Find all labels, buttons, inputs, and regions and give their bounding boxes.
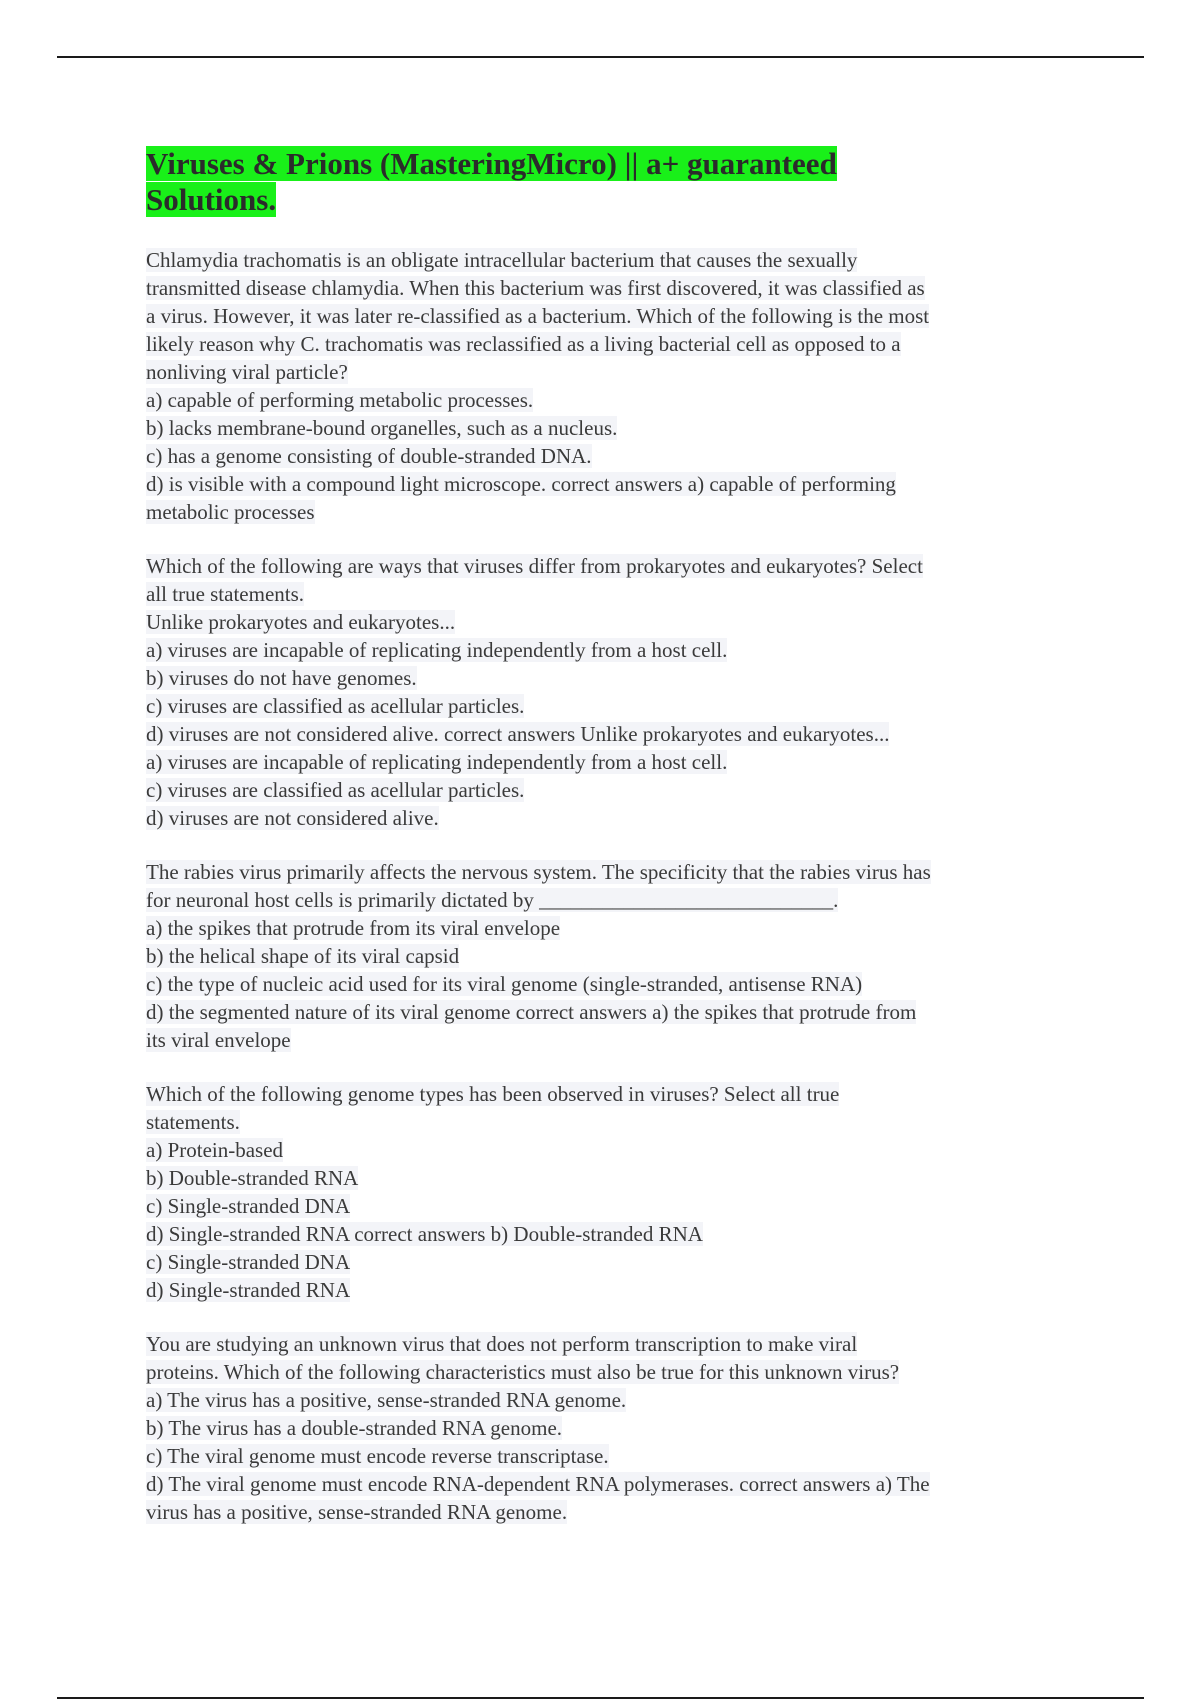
question-text: d) Single-stranded RNA xyxy=(146,1278,351,1302)
question-text: a) viruses are incapable of replicating independently from a host cell. xyxy=(146,638,728,662)
question-block-3 xyxy=(146,858,1066,1054)
question-text: a) capable of performing metabolic processes. xyxy=(146,388,534,412)
question-text-line xyxy=(146,664,1066,692)
question-text-line xyxy=(146,1276,1066,1304)
question-text: c) The viral genome must encode reverse transcriptase. xyxy=(146,1444,609,1468)
question-text-line xyxy=(146,498,1066,526)
question-block-5 xyxy=(146,1330,1066,1526)
question-text-line xyxy=(146,246,1066,274)
question-text: c) viruses are classified as acellular particles. xyxy=(146,778,525,802)
question-text: Chlamydia trachomatis is an obligate intracellular bacterium that causes the sexually xyxy=(146,248,858,272)
question-text: virus has a positive, sense-stranded RNA genome. xyxy=(146,1500,568,1524)
question-text-line xyxy=(146,552,1066,580)
question-text: You are studying an unknown virus that does not perform transcription to make viral xyxy=(146,1332,858,1356)
question-text: c) has a genome consisting of double-stranded DNA. xyxy=(146,444,592,468)
question-text: d) The viral genome must encode RNA-dependent RNA polymerases. correct answers a) The xyxy=(146,1472,930,1496)
question-text-line xyxy=(146,1498,1066,1526)
question-text-line xyxy=(146,1108,1066,1136)
question-text-line xyxy=(146,1164,1066,1192)
question-text-line xyxy=(146,1386,1066,1414)
question-text-line xyxy=(146,804,1066,832)
question-text: all true statements. xyxy=(146,582,305,606)
question-text-line xyxy=(146,1470,1066,1498)
question-text: its viral envelope xyxy=(146,1028,291,1052)
question-text: for neuronal host cells is primarily dictated by ____________________________. xyxy=(146,888,839,912)
question-text-line xyxy=(146,692,1066,720)
bottom-rule xyxy=(57,1697,1144,1699)
question-text-line xyxy=(146,1358,1066,1386)
question-text: The rabies virus primarily affects the nervous system. The specificity that the rabies virus has xyxy=(146,860,931,884)
document-body xyxy=(146,146,1066,1552)
question-text: Which of the following are ways that viruses differ from prokaryotes and eukaryotes? Select xyxy=(146,554,923,578)
question-text-line xyxy=(146,636,1066,664)
question-text: transmitted disease chlamydia. When this bacterium was first discovered, it was classified as xyxy=(146,276,925,300)
question-text: Which of the following genome types has been observed in viruses? Select all true xyxy=(146,1082,840,1106)
question-text-line xyxy=(146,608,1066,636)
question-text: a) the spikes that protrude from its viral envelope xyxy=(146,916,561,940)
question-text-line xyxy=(146,1136,1066,1164)
question-text: b) The virus has a double-stranded RNA genome. xyxy=(146,1416,563,1440)
question-text: proteins. Which of the following characteristics must also be true for this unknown virus? xyxy=(146,1360,900,1384)
question-text-line xyxy=(146,386,1066,414)
question-text: b) the helical shape of its viral capsid xyxy=(146,944,460,968)
question-text-line xyxy=(146,720,1066,748)
question-text-line xyxy=(146,998,1066,1026)
top-rule xyxy=(57,56,1144,58)
question-text-line xyxy=(146,942,1066,970)
question-text: Unlike prokaryotes and eukaryotes... xyxy=(146,610,456,634)
question-text-line xyxy=(146,886,1066,914)
question-text: a virus. However, it was later re-classified as a bacterium. Which of the following is the most xyxy=(146,304,930,328)
question-text: c) Single-stranded DNA xyxy=(146,1194,351,1218)
question-text-line xyxy=(146,302,1066,330)
question-text-line xyxy=(146,914,1066,942)
question-text-line xyxy=(146,442,1066,470)
question-text: b) Double-stranded RNA xyxy=(146,1166,359,1190)
question-text-line xyxy=(146,1080,1066,1108)
question-text-line xyxy=(146,330,1066,358)
question-text: statements. xyxy=(146,1110,240,1134)
question-text-line xyxy=(146,1414,1066,1442)
question-text: likely reason why C. trachomatis was reclassified as a living bacterial cell as opposed to a xyxy=(146,332,901,356)
question-text-line xyxy=(146,1192,1066,1220)
question-text-line xyxy=(146,1220,1066,1248)
question-text-line xyxy=(146,970,1066,998)
question-text: a) Protein-based xyxy=(146,1138,284,1162)
question-text-line xyxy=(146,1442,1066,1470)
question-text-line xyxy=(146,776,1066,804)
title-line-1: Viruses & Prions (MasteringMicro) || a+ guaranteed xyxy=(146,146,837,181)
question-text-line xyxy=(146,1026,1066,1054)
title-line-2: Solutions. xyxy=(146,182,277,217)
question-text-line xyxy=(146,470,1066,498)
question-text: d) Single-stranded RNA correct answers b) Double-stranded RNA xyxy=(146,1222,703,1246)
question-text-line xyxy=(146,858,1066,886)
question-text: c) the type of nucleic acid used for its viral genome (single-stranded, antisense RNA) xyxy=(146,972,863,996)
question-text: a) The virus has a positive, sense-stranded RNA genome. xyxy=(146,1388,627,1412)
question-text-line xyxy=(146,1330,1066,1358)
question-text: c) Single-stranded DNA xyxy=(146,1250,351,1274)
document-title xyxy=(146,146,1066,218)
question-text: d) is visible with a compound light microscope. correct answers a) capable of performing xyxy=(146,472,896,496)
question-text-line xyxy=(146,358,1066,386)
question-text-line xyxy=(146,1248,1066,1276)
question-text-line xyxy=(146,414,1066,442)
question-text-line xyxy=(146,274,1066,302)
question-text: d) viruses are not considered alive. xyxy=(146,806,439,830)
question-text: b) viruses do not have genomes. xyxy=(146,666,417,690)
question-text: c) viruses are classified as acellular particles. xyxy=(146,694,525,718)
question-list xyxy=(146,246,1066,1526)
question-block-4 xyxy=(146,1080,1066,1304)
question-text: nonliving viral particle? xyxy=(146,360,348,384)
question-text: metabolic processes xyxy=(146,500,315,524)
question-text: b) lacks membrane-bound organelles, such as a nucleus. xyxy=(146,416,618,440)
question-text: d) viruses are not considered alive. correct answers Unlike prokaryotes and eukaryotes... xyxy=(146,722,890,746)
question-text-line xyxy=(146,580,1066,608)
question-block-2 xyxy=(146,552,1066,832)
question-text-line xyxy=(146,748,1066,776)
question-block-1 xyxy=(146,246,1066,526)
question-text: a) viruses are incapable of replicating independently from a host cell. xyxy=(146,750,728,774)
question-text: d) the segmented nature of its viral genome correct answers a) the spikes that protrude from xyxy=(146,1000,917,1024)
